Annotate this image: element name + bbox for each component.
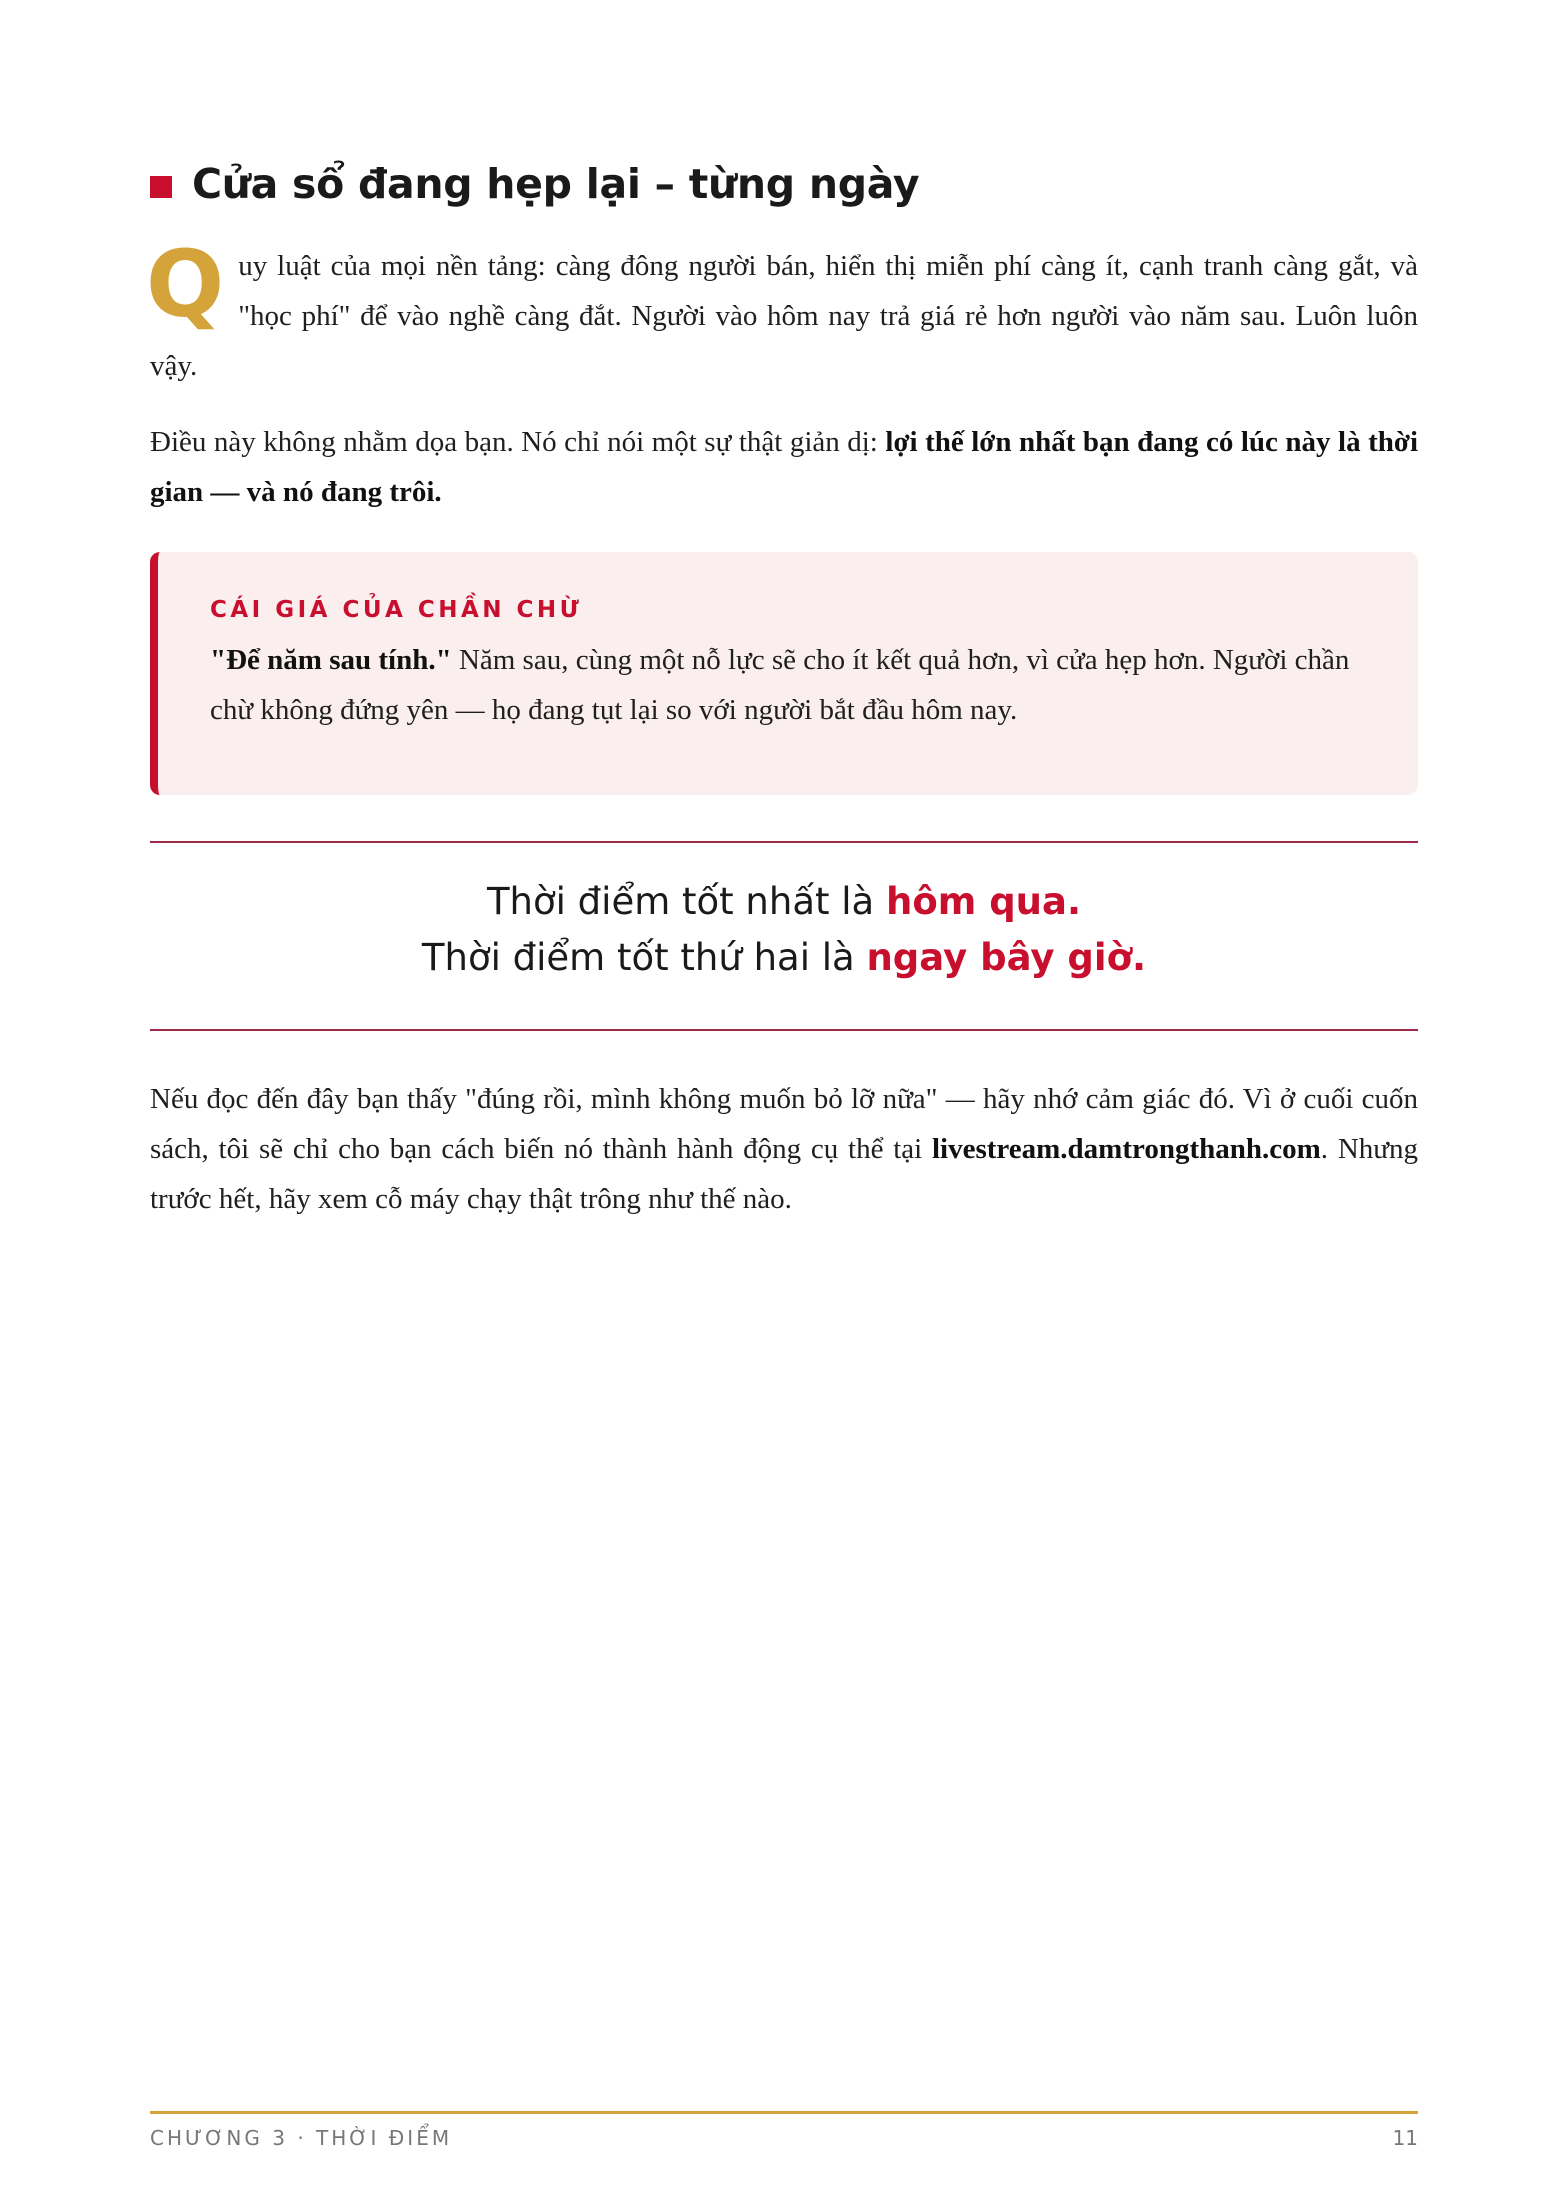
second-paragraph-text: Điều này không nhằm dọa bạn. Nó chỉ nói một sự thật giản dị:	[150, 426, 886, 458]
second-paragraph-bold: lợi thế lớn nhất bạn đang có lúc này là thời gian — và nó đang trôi.	[150, 426, 1419, 508]
second-paragraph	[150, 417, 1418, 517]
heading-square-marker	[150, 176, 172, 198]
footer-page-number: 11	[1392, 2126, 1418, 2150]
quote-bottom-divider	[150, 1029, 1418, 1031]
callout-text: Năm sau, cùng một nỗ lực sẽ cho ít kết quả hơn, vì cửa hẹp hơn. Người chần chừ không đứng yên — họ đang tụt lại so với người bắt đầu hôm nay.	[210, 644, 1350, 726]
footer-divider	[150, 2111, 1418, 2114]
pull-quote-line-1-text: Thời điểm tốt nhất là	[486, 880, 886, 923]
quote-top-divider	[150, 841, 1418, 843]
callout-bold-lead: "Để năm sau tính."	[210, 644, 452, 676]
pull-quote-line-1-highlight: hôm qua.	[886, 880, 1082, 923]
callout-box	[150, 552, 1418, 795]
section-title: Cửa sổ đang hẹp lại – từng ngày	[192, 160, 920, 208]
callout-title: CÁI GIÁ CỦA CHẦN CHỪ	[210, 597, 583, 623]
footer-chapter-label: CHƯƠNG 3 · THỜI ĐIỂM	[150, 2126, 453, 2150]
closing-paragraph-text-before: Nếu đọc đến đây bạn thấy "đúng rồi, mình không muốn bỏ lỡ nữa" — hãy nhớ cảm giác đó. Vì ở cuối cuốn sách, tôi sẽ chỉ cho bạn cách biến nó thành hành động cụ thể tại	[150, 1083, 1418, 1165]
livestream-link[interactable]: livestream.damtrongthanh.com	[932, 1133, 1321, 1165]
callout-body	[210, 635, 1368, 735]
intro-paragraph	[146, 231, 1418, 391]
pull-quote	[150, 874, 1418, 986]
pull-quote-line-2-highlight: ngay bây giờ.	[866, 936, 1147, 979]
closing-paragraph	[150, 1074, 1418, 1224]
section-heading	[150, 160, 919, 208]
pull-quote-line-2-text: Thời điểm tốt thứ hai là	[421, 936, 867, 979]
drop-cap: Q	[146, 231, 225, 338]
pull-quote-line-2	[150, 930, 1418, 986]
closing-paragraph-text-after: . Nhưng trước hết, hãy xem cỗ máy chạy thật trông như thế nào.	[150, 1133, 1418, 1215]
pull-quote-line-1	[150, 874, 1418, 930]
intro-paragraph-text: uy luật của mọi nền tảng: càng đông người bán, hiển thị miễn phí càng ít, cạnh tranh càng gắt, và "học phí" để vào nghề càng đắt. Người vào hôm nay trả giá rẻ hơn người vào năm sau. Luôn luôn vậy.	[150, 250, 1418, 382]
